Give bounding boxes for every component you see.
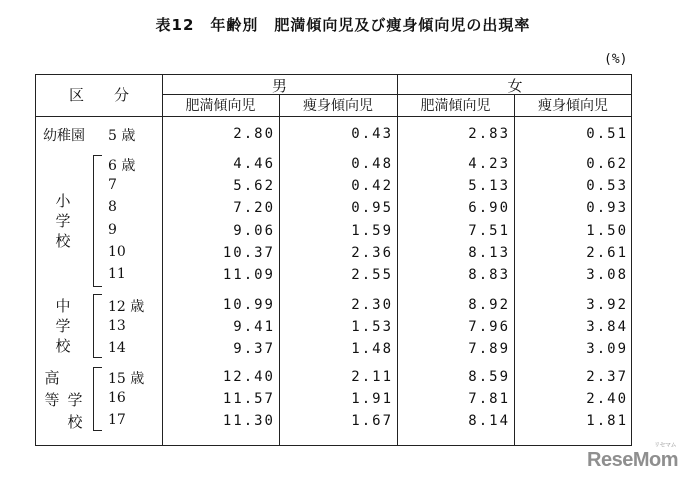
table-title: 表12 年齢別 肥満傾向児及び痩身傾向児の出現率 bbox=[155, 16, 531, 34]
group-elementary-2: 学 bbox=[55, 212, 71, 230]
header-kubun: 区 分 bbox=[68, 86, 129, 104]
value-m-obese: 11.30 bbox=[222, 413, 275, 429]
value-f-thin: 2.61 bbox=[586, 245, 628, 261]
value-m-obese: 11.09 bbox=[222, 267, 275, 283]
group-kindergarten: 幼稚園 bbox=[43, 128, 85, 144]
group-high-1: 高 bbox=[44, 369, 60, 387]
bracket-elementary bbox=[93, 155, 102, 287]
value-f-obese: 6.90 bbox=[468, 200, 510, 216]
header-male-thin: 痩身傾向児 bbox=[303, 98, 373, 114]
group-juniorhigh-1: 中 bbox=[55, 297, 71, 315]
value-f-obese: 7.96 bbox=[468, 319, 510, 335]
group-elementary-3: 校 bbox=[55, 232, 71, 250]
value-f-thin: 3.08 bbox=[586, 267, 628, 283]
header-bottom-line bbox=[36, 116, 631, 117]
value-m-thin: 1.59 bbox=[351, 223, 393, 239]
age-label: 10 bbox=[108, 244, 126, 260]
value-f-thin: 0.51 bbox=[586, 126, 628, 142]
value-f-thin: 1.81 bbox=[586, 413, 628, 429]
group-elementary-1: 小 bbox=[55, 192, 71, 210]
age-label: 15 歳 bbox=[108, 371, 145, 387]
age-label: 5 歳 bbox=[108, 128, 136, 144]
value-f-thin: 1.50 bbox=[586, 223, 628, 239]
data-table bbox=[35, 74, 632, 446]
unit-label: (%) bbox=[604, 52, 628, 67]
value-m-thin: 2.36 bbox=[351, 245, 393, 261]
group-high-4: 校 bbox=[67, 413, 83, 431]
resemom-logo bbox=[587, 443, 678, 472]
value-f-thin: 0.93 bbox=[586, 200, 628, 216]
value-m-thin: 2.11 bbox=[351, 369, 393, 385]
value-m-obese: 9.06 bbox=[233, 223, 275, 239]
age-label: 7 bbox=[108, 177, 117, 193]
bracket-juniorhigh bbox=[93, 294, 102, 358]
header-female-obese: 肥満傾向児 bbox=[420, 98, 491, 114]
value-f-obese: 8.14 bbox=[468, 413, 510, 429]
value-m-obese: 12.40 bbox=[222, 369, 275, 385]
value-f-obese: 2.83 bbox=[468, 126, 510, 142]
header-female: 女 bbox=[507, 77, 523, 95]
value-m-obese: 7.20 bbox=[233, 200, 275, 216]
age-label: 11 bbox=[108, 266, 126, 282]
group-juniorhigh-3: 校 bbox=[55, 337, 71, 355]
age-label: 12 歳 bbox=[108, 299, 145, 315]
group-high-2: 等 bbox=[44, 391, 60, 409]
value-f-thin: 3.92 bbox=[586, 297, 628, 313]
age-label: 9 bbox=[108, 222, 117, 238]
age-label: 8 bbox=[108, 199, 117, 215]
value-m-obese: 2.80 bbox=[233, 126, 275, 142]
value-m-thin: 1.91 bbox=[351, 391, 393, 407]
value-m-obese: 11.57 bbox=[222, 391, 275, 407]
value-f-obese: 7.81 bbox=[468, 391, 510, 407]
value-f-obese: 5.13 bbox=[468, 178, 510, 194]
value-m-thin: 2.55 bbox=[351, 267, 393, 283]
value-f-obese: 8.92 bbox=[468, 297, 510, 313]
bracket-high bbox=[93, 367, 102, 431]
value-f-obese: 8.59 bbox=[468, 369, 510, 385]
value-f-obese: 7.89 bbox=[468, 341, 510, 357]
value-m-obese: 10.99 bbox=[222, 297, 275, 313]
value-f-thin: 0.62 bbox=[586, 156, 628, 172]
value-f-obese: 8.83 bbox=[468, 267, 510, 283]
value-f-thin: 3.84 bbox=[586, 319, 628, 335]
value-m-obese: 5.62 bbox=[233, 178, 275, 194]
group-juniorhigh-2: 学 bbox=[55, 317, 71, 335]
group-high-3: 学 bbox=[67, 391, 83, 409]
value-m-obese: 10.37 bbox=[222, 245, 275, 261]
value-m-thin: 0.42 bbox=[351, 178, 393, 194]
logo-text: ReseMom bbox=[587, 449, 678, 471]
value-f-obese: 8.13 bbox=[468, 245, 510, 261]
header-female-thin: 痩身傾向児 bbox=[538, 98, 608, 114]
age-label: 6 歳 bbox=[108, 158, 136, 174]
age-label: 17 bbox=[108, 412, 126, 428]
value-f-thin: 3.09 bbox=[586, 341, 628, 357]
age-label: 14 bbox=[108, 340, 126, 356]
value-m-thin: 0.48 bbox=[351, 156, 393, 172]
age-label: 13 bbox=[108, 318, 126, 334]
value-m-obese: 9.41 bbox=[233, 319, 275, 335]
value-f-obese: 7.51 bbox=[468, 223, 510, 239]
value-m-thin: 2.30 bbox=[351, 297, 393, 313]
header-male: 男 bbox=[271, 77, 287, 95]
value-m-thin: 1.67 bbox=[351, 413, 393, 429]
value-m-thin: 0.95 bbox=[351, 200, 393, 216]
age-label: 16 bbox=[108, 390, 126, 406]
value-f-thin: 0.53 bbox=[586, 178, 628, 194]
value-m-obese: 9.37 bbox=[233, 341, 275, 357]
value-f-thin: 2.40 bbox=[586, 391, 628, 407]
value-f-obese: 4.23 bbox=[468, 156, 510, 172]
value-m-thin: 1.48 bbox=[351, 341, 393, 357]
value-m-obese: 4.46 bbox=[233, 156, 275, 172]
logo-kana: リセマム bbox=[654, 443, 676, 449]
value-f-thin: 2.37 bbox=[586, 369, 628, 385]
value-m-thin: 0.43 bbox=[351, 126, 393, 142]
value-m-thin: 1.53 bbox=[351, 319, 393, 335]
header-male-obese: 肥満傾向児 bbox=[185, 98, 256, 114]
